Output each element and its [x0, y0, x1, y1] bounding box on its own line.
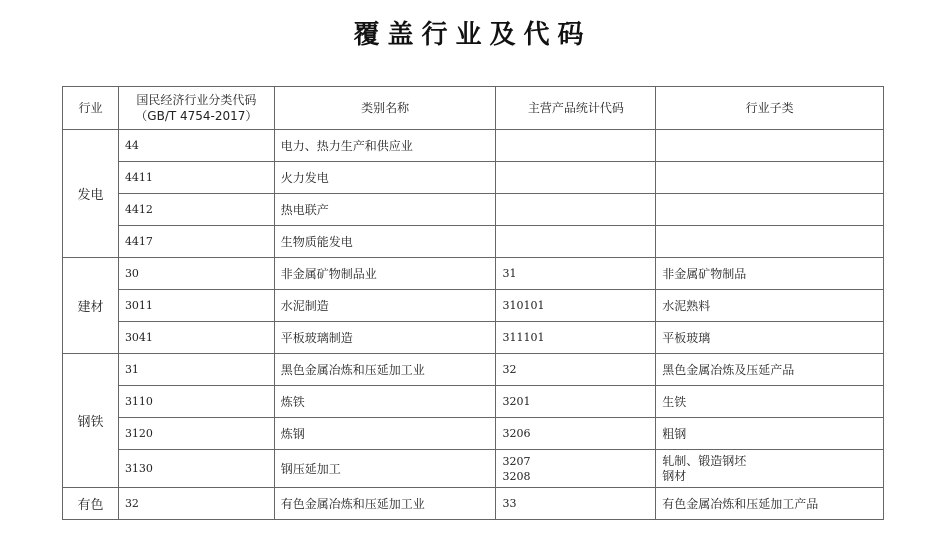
industry-cell: 发电	[63, 130, 119, 258]
table-row	[63, 194, 884, 226]
subcategory-cell: 平板玻璃	[656, 322, 884, 354]
subcategory-cell	[656, 162, 884, 194]
gb-code-cell: 4412	[118, 194, 274, 226]
product-code-cell: 32	[496, 354, 656, 386]
product-code-line: 3208	[502, 469, 531, 483]
product-code-cell	[496, 162, 656, 194]
table-row	[63, 418, 884, 450]
category-name-cell: 生物质能发电	[274, 226, 496, 258]
gb-code-cell: 32	[118, 488, 274, 520]
header-product-code: 主营产品统计代码	[496, 87, 656, 130]
industry-cell: 建材	[63, 258, 119, 354]
industry-cell: 有色	[63, 488, 119, 520]
industry-code-table	[62, 86, 884, 520]
category-name-cell: 平板玻璃制造	[274, 322, 496, 354]
category-name-cell: 炼钢	[274, 418, 496, 450]
table-row	[63, 290, 884, 322]
subcategory-cell	[656, 130, 884, 162]
product-code-cell	[496, 130, 656, 162]
product-code-cell: 310101	[496, 290, 656, 322]
category-name-cell: 钢压延加工	[274, 450, 496, 488]
subcategory-cell: 黑色金属冶炼及压延产品	[656, 354, 884, 386]
product-code-cell: 31	[496, 258, 656, 290]
table-row	[63, 488, 884, 520]
product-code-cell: 33	[496, 488, 656, 520]
subcategory-cell	[656, 450, 884, 488]
category-name-cell: 黑色金属冶炼和压延加工业	[274, 354, 496, 386]
category-name-cell: 水泥制造	[274, 290, 496, 322]
subcategory-cell: 粗钢	[656, 418, 884, 450]
subcategory-cell	[656, 226, 884, 258]
gb-code-cell: 3041	[118, 322, 274, 354]
gb-code-cell: 3130	[118, 450, 274, 488]
category-name-cell: 非金属矿物制品业	[274, 258, 496, 290]
table-row	[63, 354, 884, 386]
gb-code-cell: 31	[118, 354, 274, 386]
header-subcategory: 行业子类	[656, 87, 884, 130]
category-name-cell: 有色金属冶炼和压延加工业	[274, 488, 496, 520]
gb-code-cell: 3011	[118, 290, 274, 322]
product-code-cell	[496, 194, 656, 226]
category-name-cell: 炼铁	[274, 386, 496, 418]
table-row	[63, 450, 884, 488]
subcategory-line: 钢材	[662, 468, 687, 483]
subcategory-cell	[656, 194, 884, 226]
industry-cell: 钢铁	[63, 354, 119, 488]
subcategory-cell: 水泥熟料	[656, 290, 884, 322]
table-header-row	[63, 87, 884, 130]
category-name-cell: 火力发电	[274, 162, 496, 194]
category-name-cell: 电力、热力生产和供应业	[274, 130, 496, 162]
subcategory-cell: 生铁	[656, 386, 884, 418]
header-gb-code-line1: 国民经济行业分类代码	[136, 93, 257, 107]
product-code-cell	[496, 226, 656, 258]
gb-code-cell: 3120	[118, 418, 274, 450]
gb-code-cell: 30	[118, 258, 274, 290]
gb-code-cell: 4411	[118, 162, 274, 194]
subcategory-cell: 有色金属冶炼和压延加工产品	[656, 488, 884, 520]
product-code-line: 3207	[502, 454, 531, 468]
page-title: 覆盖行业及代码	[353, 20, 592, 50]
category-name-cell: 热电联产	[274, 194, 496, 226]
table-row	[63, 162, 884, 194]
gb-code-cell: 44	[118, 130, 274, 162]
subcategory-cell: 非金属矿物制品	[656, 258, 884, 290]
table-row	[63, 130, 884, 162]
product-code-cell: 3206	[496, 418, 656, 450]
table-row	[63, 322, 884, 354]
header-gb-code-line2: （GB/T 4754-2017）	[135, 109, 258, 123]
product-code-cell: 3201	[496, 386, 656, 418]
gb-code-cell: 4417	[118, 226, 274, 258]
table-row	[63, 258, 884, 290]
header-industry: 行业	[63, 87, 119, 130]
product-code-cell: 311101	[496, 322, 656, 354]
table-row	[63, 226, 884, 258]
header-category-name: 类别名称	[274, 87, 496, 130]
product-code-cell	[496, 450, 656, 488]
gb-code-cell: 3110	[118, 386, 274, 418]
header-gb-code	[118, 87, 274, 130]
table-row	[63, 386, 884, 418]
table-body	[63, 130, 884, 520]
subcategory-line: 轧制、锻造钢坯	[662, 453, 747, 468]
